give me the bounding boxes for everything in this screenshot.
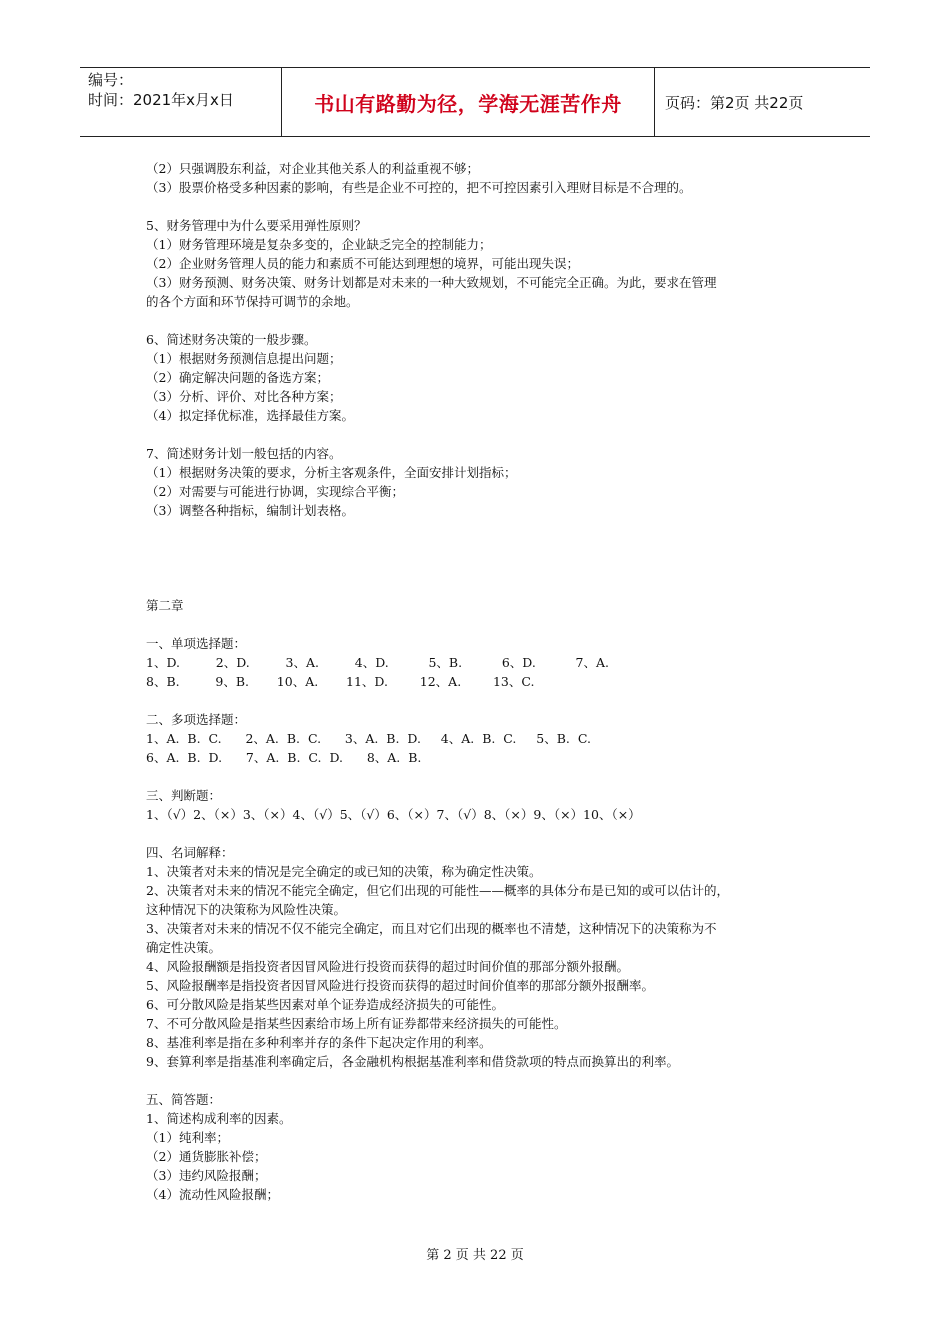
blank-line — [146, 691, 826, 710]
text-line: 5、风险报酬率是指投资者因冒风险进行投资而获得的超过时间价值率的那部分额外报酬率。 — [146, 978, 654, 993]
text-line: 6、简述财务决策的一般步骤。 — [146, 332, 317, 347]
text-line: （3）财务预测、财务决策、财务计划都是对未来的一种大致规划，不可能完全正确。为此，要求在管理 — [146, 275, 717, 290]
text-line: （2）确定解决问题的备选方案； — [146, 370, 329, 385]
time-label: 时间：2021年x月x日 — [88, 91, 234, 109]
text-line: （3）调整各种指标，编制计划表格。 — [146, 503, 354, 518]
text-line: （2）对需要与可能进行协调，实现综合平衡； — [146, 484, 404, 499]
text-line: （2）通货膨胀补偿； — [146, 1149, 267, 1164]
text-line: 1、A. B. C. 2、A. B. C. 3、A. B. D. 4、A. B. C. 5、B. C. — [146, 731, 591, 746]
blank-line — [146, 425, 826, 444]
blank-line — [146, 1071, 826, 1090]
text-line: （2）只强调股东利益，对企业其他关系人的利益重视不够； — [146, 161, 479, 176]
text-line: 确定性决策。 — [146, 940, 222, 955]
text-line: 1、简述构成利率的因素。 — [146, 1111, 292, 1126]
text-line: 3、决策者对未来的情况不仅不能完全确定，而且对它们出现的概率也不清楚，这种情况下的决策称为不 — [146, 921, 717, 936]
text-line: 二、多项选择题： — [146, 712, 247, 727]
text-line: （3）股票价格受多种因素的影响，有些是企业不可控的，把不可控因素引入理财目标是不合理的。 — [146, 180, 692, 195]
blank-line — [146, 197, 826, 216]
text-line: 一、单项选择题： — [146, 636, 247, 651]
header-meta — [80, 68, 282, 136]
header-page-label: 页码：第2页 共22页 — [665, 93, 804, 112]
blank-line — [146, 767, 826, 786]
header-motto: 书山有路勤为径，学海无涯苦作舟 — [282, 68, 655, 136]
number-label: 编号： — [88, 71, 134, 89]
blank-line — [146, 311, 826, 330]
text-line: 8、B. 9、B. 10、A. 11、D. 12、A. 13、C. — [146, 674, 535, 689]
blank-line — [146, 615, 826, 634]
text-line: 1、决策者对未来的情况是完全确定的或已知的决策，称为确定性决策。 — [146, 864, 542, 879]
text-line: 2、决策者对未来的情况不能完全确定，但它们出现的可能性——概率的具体分布是已知的或可以估计的， — [146, 883, 729, 898]
text-line: （1）根据财务决策的要求，分析主客观条件，全面安排计划指标； — [146, 465, 517, 480]
text-line: （4）流动性风险报酬； — [146, 1187, 279, 1202]
text-line: （4）拟定择优标准，选择最佳方案。 — [146, 408, 354, 423]
text-line: 6、A. B. D. 7、A. B. C. D. 8、A. B. — [146, 750, 422, 765]
text-line: 8、基准利率是指在多种利率并存的条件下起决定作用的利率。 — [146, 1035, 492, 1050]
text-line: 这种情况下的决策称为风险性决策。 — [146, 902, 347, 917]
text-line: 五、简答题： — [146, 1092, 222, 1107]
text-line: 6、可分散风险是指某些因素对单个证券造成经济损失的可能性。 — [146, 997, 504, 1012]
text-line: （1）根据财务预测信息提出问题； — [146, 351, 342, 366]
text-line: 4、风险报酬额是指投资者因冒风险进行投资而获得的超过时间价值的那部分额外报酬。 — [146, 959, 629, 974]
text-line: 1、D. 2、D. 3、A. 4、D. 5、B. 6、D. 7、A. — [146, 655, 610, 670]
text-line: （3）分析、评价、对比各种方案； — [146, 389, 342, 404]
text-line: （1）纯利率； — [146, 1130, 229, 1145]
text-line: 7、简述财务计划一般包括的内容。 — [146, 446, 342, 461]
document-body — [146, 159, 826, 1204]
text-line: 三、判断题： — [146, 788, 222, 803]
section-spacer — [146, 520, 826, 596]
text-line: （3）违约风险报酬； — [146, 1168, 267, 1183]
blank-line — [146, 824, 826, 843]
text-line: （1）财务管理环境是复杂多变的，企业缺乏完全的控制能力； — [146, 237, 492, 252]
page-footer: 第 2 页 共 22 页 — [426, 1248, 524, 1263]
text-line: 9、套算利率是指基准利率确定后，各金融机构根据基准利率和借贷款项的特点而换算出的利率。 — [146, 1054, 679, 1069]
page-header — [80, 67, 870, 137]
text-line: （2）企业财务管理人员的能力和素质不可能达到理想的境界，可能出现失误； — [146, 256, 579, 271]
text-line: 5、财务管理中为什么要采用弹性原则？ — [146, 218, 367, 233]
text-line: 第二章 — [146, 598, 184, 613]
text-line: 7、不可分散风险是指某些因素给市场上所有证券都带来经济损失的可能性。 — [146, 1016, 567, 1031]
text-line: 的各个方面和环节保持可调节的余地。 — [146, 294, 359, 309]
text-line: 四、名词解释： — [146, 845, 234, 860]
text-line: 1、（√）2、（×）3、（×）4、（√）5、（√）6、（×）7、（√）8、（×）9、（×）10、（×） — [146, 807, 641, 822]
